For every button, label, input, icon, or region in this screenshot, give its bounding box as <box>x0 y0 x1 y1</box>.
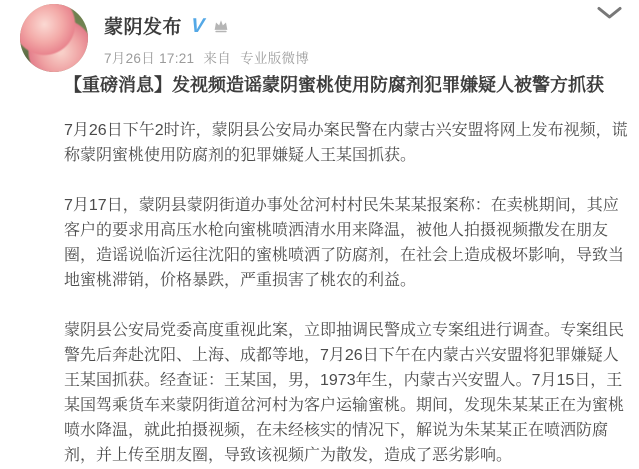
post-header <box>0 0 639 72</box>
name-row <box>104 12 314 39</box>
post-paragraph-2: 7月17日，蒙阴县蒙阴街道办事处岔河村村民朱某某报案称：在卖桃期间，其应客户的要求用高压水枪向蜜桃喷洒清水用来降温，被他人拍摄视频撒发在朋友圈，造谣说临沂运往沈阳的蜜桃喷洒了防腐剂，在社会上造成极坏影响，导致当地蜜桃滞销，价格暴跌，严重损害了桃农的利益。 <box>64 197 625 289</box>
username[interactable]: 蒙阴发布 <box>104 17 183 38</box>
header-info <box>104 12 314 67</box>
chevron-down-icon[interactable] <box>597 6 622 20</box>
post-meta <box>104 47 314 67</box>
post-body <box>0 72 639 468</box>
post-headline: 【重磅消息】发视频造谣蒙阴蜜桃使用防腐剂犯罪嫌疑人被警方抓获 <box>64 75 604 95</box>
avatar[interactable] <box>20 4 88 72</box>
post-paragraph-3: 蒙阴县公安局党委高度重视此案，立即抽调民警成立专案组进行调查。专案组民警先后奔赴沈阳、上海、成都等地，7月26日下午在内蒙古兴安盟将犯罪嫌疑人王某国抓获。经查证：王某国，男，1973年生，内蒙古兴安盟人。7月15日，王某国驾乘货车来蒙阴街道岔河村为客户运输蜜桃。期间，发现朱某某正在为蜜桃喷水降温，就此拍摄视频，在未经核实的情况下，解说为朱某某正在喷洒防腐剂，并上传至朋友圈，导致该视频广为散发，造成了恶劣影响。 <box>64 322 625 464</box>
source-app[interactable]: 专业版微博 <box>240 51 310 66</box>
verified-badge-icon: V <box>190 14 206 37</box>
member-crown-icon <box>213 18 229 33</box>
post-paragraph-1: 7月26日下午2时许，蒙阴县公安局办案民警在内蒙古兴安盟将网上发布视频，谎称蒙阴蜜桃使用防腐剂的犯罪嫌疑人王某国抓获。 <box>64 122 628 164</box>
avatar-peaches-image <box>20 4 88 72</box>
source-prefix: 来自 <box>203 51 232 66</box>
post-timestamp: 7月26日 17:21 <box>104 51 195 66</box>
